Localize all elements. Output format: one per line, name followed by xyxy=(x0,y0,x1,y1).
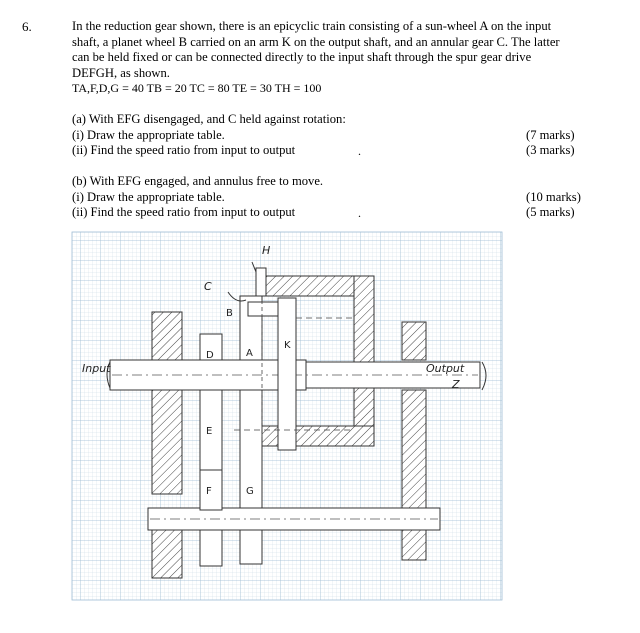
paragraph-line: can be held fixed or can be connected directly to the input shaft through the spur gear drive xyxy=(72,50,532,65)
planet-b xyxy=(248,302,278,316)
label-a: A xyxy=(246,348,253,359)
stray-dot: . xyxy=(358,206,361,220)
item-marks: (7 marks) xyxy=(526,127,575,142)
arm-k xyxy=(278,298,296,450)
label-h: H xyxy=(262,244,271,257)
label-d: D xyxy=(206,350,214,361)
label-z: Z xyxy=(452,378,460,391)
label-c: C xyxy=(204,280,212,293)
item-text: (i) Draw the appropriate table. xyxy=(72,127,225,142)
item-marks: (10 marks) xyxy=(526,189,581,204)
paragraph-line: DEFGH, as shown. xyxy=(72,65,170,80)
label-e: E xyxy=(206,426,213,437)
stray-dot: . xyxy=(358,144,361,158)
question-number: 6. xyxy=(22,19,32,34)
label-input: Input xyxy=(82,362,111,375)
item-text: (ii) Find the speed ratio from input to output xyxy=(72,143,296,158)
part-a-heading: (a) With EFG disengaged, and C held against rotation: xyxy=(72,112,346,126)
item-text: (ii) Find the speed ratio from input to output xyxy=(72,205,296,220)
item-marks: (5 marks) xyxy=(526,205,575,220)
label-g: G xyxy=(246,486,254,497)
gear-f-lower xyxy=(200,530,222,566)
label-k: K xyxy=(284,340,291,351)
part-b-heading: (b) With EFG engaged, and annulus free to move. xyxy=(72,174,324,188)
label-output: Output xyxy=(426,362,465,375)
item-text: (i) Draw the appropriate table. xyxy=(72,189,225,204)
left-bearing-wall xyxy=(152,312,182,578)
paragraph-line: In the reduction gear shown, there is an epicyclic train consisting of a sun-wheel A on the input xyxy=(72,19,552,33)
gear-g-lower xyxy=(240,530,262,564)
paragraph-line: shaft, a planet wheel B carried on an arm K on the output shaft, and an annular gear C. The latter xyxy=(72,34,560,49)
item-marks: (3 marks) xyxy=(526,143,575,158)
label-f: F xyxy=(206,486,212,497)
label-b: B xyxy=(226,308,233,319)
gear-h xyxy=(256,268,266,296)
teeth-numbers: TA,F,D,G = 40 TB = 20 TC = 80 TE = 30 TH = 100 xyxy=(72,81,322,96)
